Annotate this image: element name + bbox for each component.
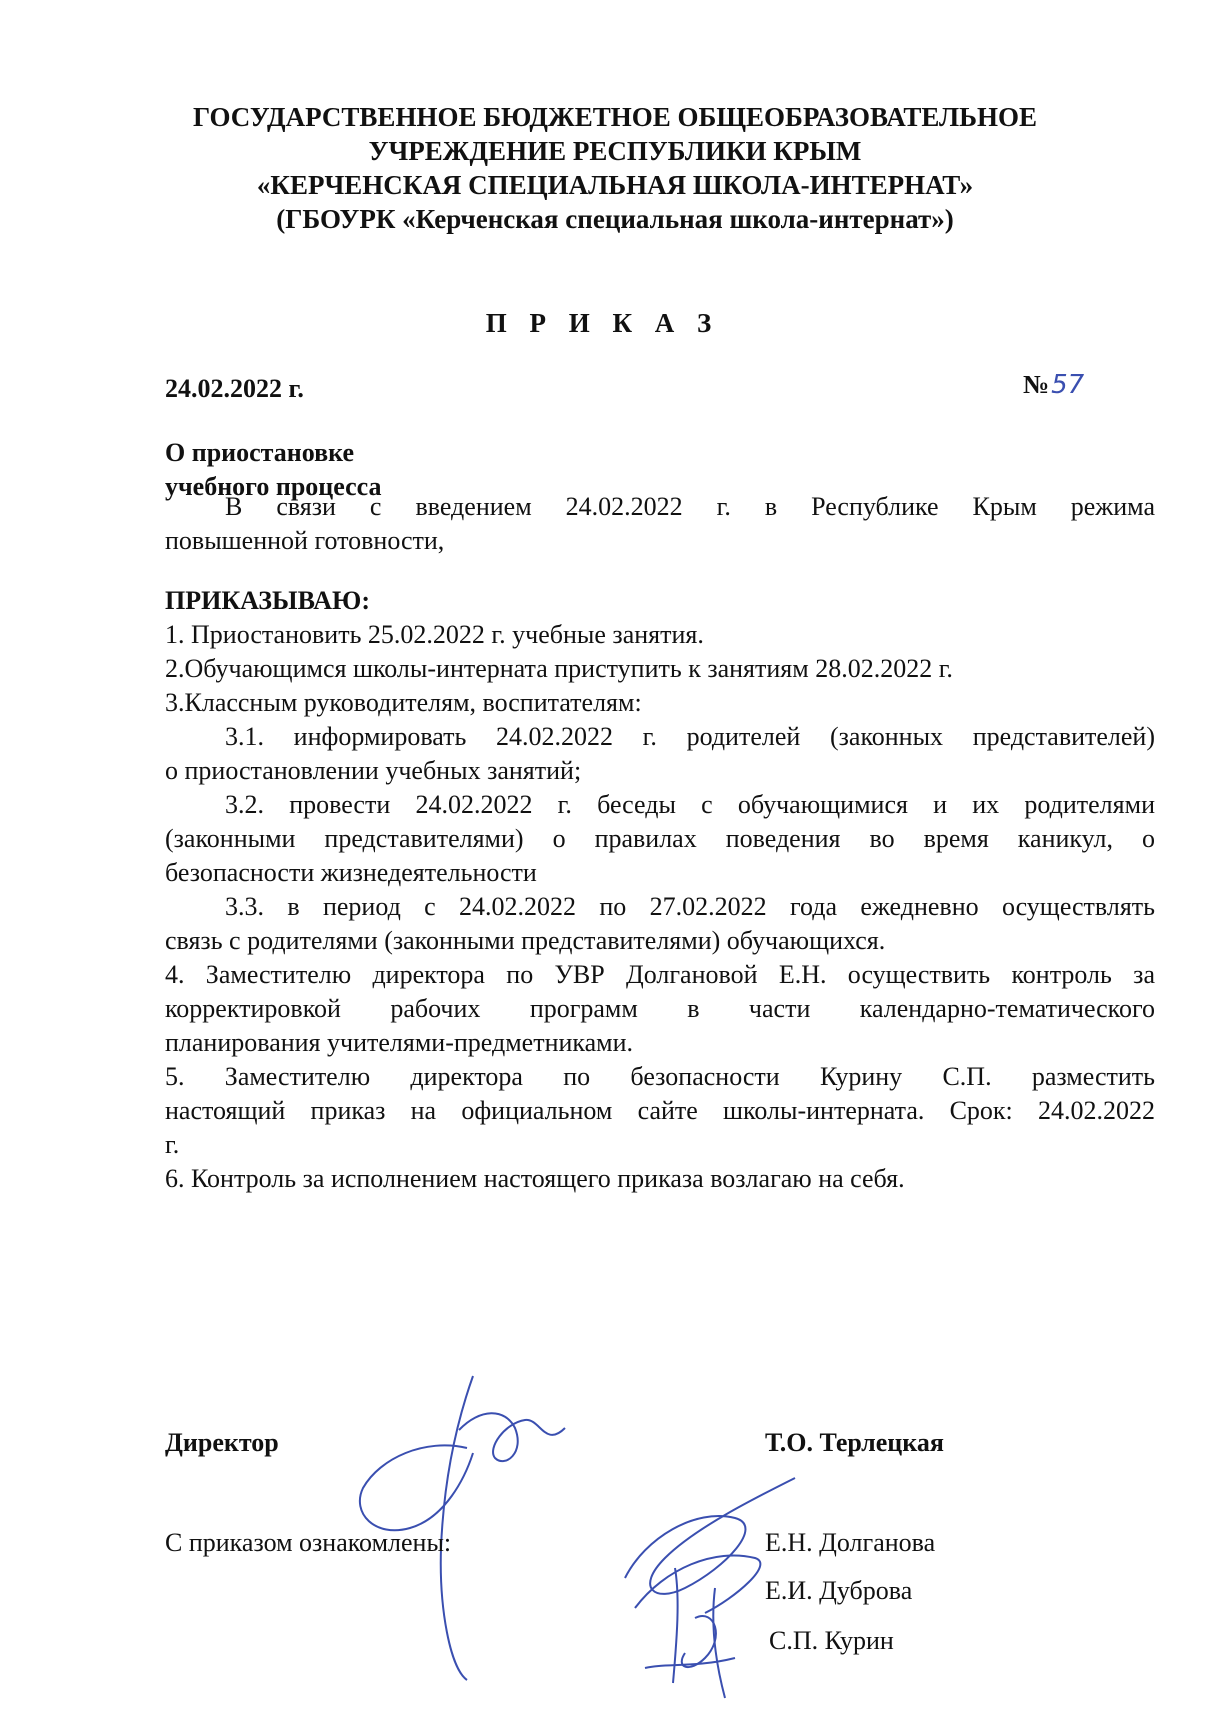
item-3-1-cont: о приостановлении учебных занятий; [165, 756, 582, 785]
header-line: ГОСУДАРСТВЕННОЕ БЮДЖЕТНОЕ ОБЩЕОБРАЗОВАТЕЛЬНОЕ [192, 102, 1038, 132]
header-line: УЧРЕЖДЕНИЕ РЕСПУБЛИКИ КРЫМ [368, 136, 862, 166]
header-line: (ГБОУРК «Керченская специальная школа-интернат») [276, 204, 954, 234]
item-4-cont: корректировкой рабочих программ в части календарно-тематического [165, 994, 1155, 1023]
item-3-2: 3.2. провести 24.02.2022 г. беседы с обучающимися и их родителями [225, 790, 1155, 819]
order-number [1023, 370, 1084, 400]
item-3-2-cont: безопасности жизнедеятельности [165, 858, 537, 887]
organization-header [150, 100, 1080, 236]
subject-line: О приостановке [165, 438, 355, 467]
item-3-2-cont: (законными представителями) о правилах поведения во время каникул, о [165, 824, 1155, 853]
preamble-line: повышенной готовности, [165, 526, 445, 555]
order-word: ПРИКАЗЫВАЮ: [165, 586, 370, 615]
item-5: 5. Заместителю директора по безопасности Курину С.П. разместить [165, 1062, 1155, 1091]
order-date: 24.02.2022 г. [165, 374, 304, 403]
handwritten-number: 57 [1051, 370, 1085, 400]
item-5-cont: настоящий приказ на официальном сайте школы-интерната. Срок: 24.02.2022 [165, 1096, 1155, 1125]
acquainted-name: С.П. Курин [769, 1626, 894, 1655]
item-3-1: 3.1. информировать 24.02.2022 г. родителей (законных представителей) [225, 722, 1155, 751]
number-label: № [1023, 370, 1050, 399]
subject-line: учебного процесса [165, 472, 382, 501]
item-2: 2.Обучающимся школы-интерната приступить к занятиям 28.02.2022 г. [165, 654, 953, 683]
director-name: Т.О. Терлецкая [765, 1428, 944, 1457]
item-3: 3.Классным руководителям, воспитателям: [165, 688, 642, 717]
director-label: Директор [165, 1428, 279, 1457]
item-4: 4. Заместителю директора по УВР Долгановой Е.Н. осуществить контроль за [165, 960, 1155, 989]
item-3-3: 3.3. в период с 24.02.2022 по 27.02.2022 года ежедневно осуществлять [225, 892, 1155, 921]
item-3-3-cont: связь с родителями (законными представителями) обучающихся. [165, 926, 886, 955]
acquaintance-signatures [605, 1468, 805, 1708]
document-title: П Р И К А З [485, 308, 720, 338]
acquainted-name: Е.Н. Долганова [765, 1528, 936, 1557]
order-items [165, 618, 1155, 1196]
acquainted-label: С приказом ознакомлены: [165, 1528, 452, 1557]
preamble [165, 490, 1155, 558]
item-1: 1. Приостановить 25.02.2022 г. учебные занятия. [165, 620, 704, 649]
item-4-cont: планирования учителями-предметниками. [165, 1028, 634, 1057]
acquainted-name: Е.И. Дуброва [765, 1576, 913, 1605]
item-5-cont: г. [165, 1130, 180, 1159]
header-line: «КЕРЧЕНСКАЯ СПЕЦИАЛЬНАЯ ШКОЛА-ИНТЕРНАТ» [256, 170, 974, 200]
preamble-line: В связи с введением 24.02.2022 г. в Республике Крым режима [225, 492, 1155, 521]
item-6: 6. Контроль за исполнением настоящего приказа возлагаю на себя. [165, 1164, 905, 1193]
